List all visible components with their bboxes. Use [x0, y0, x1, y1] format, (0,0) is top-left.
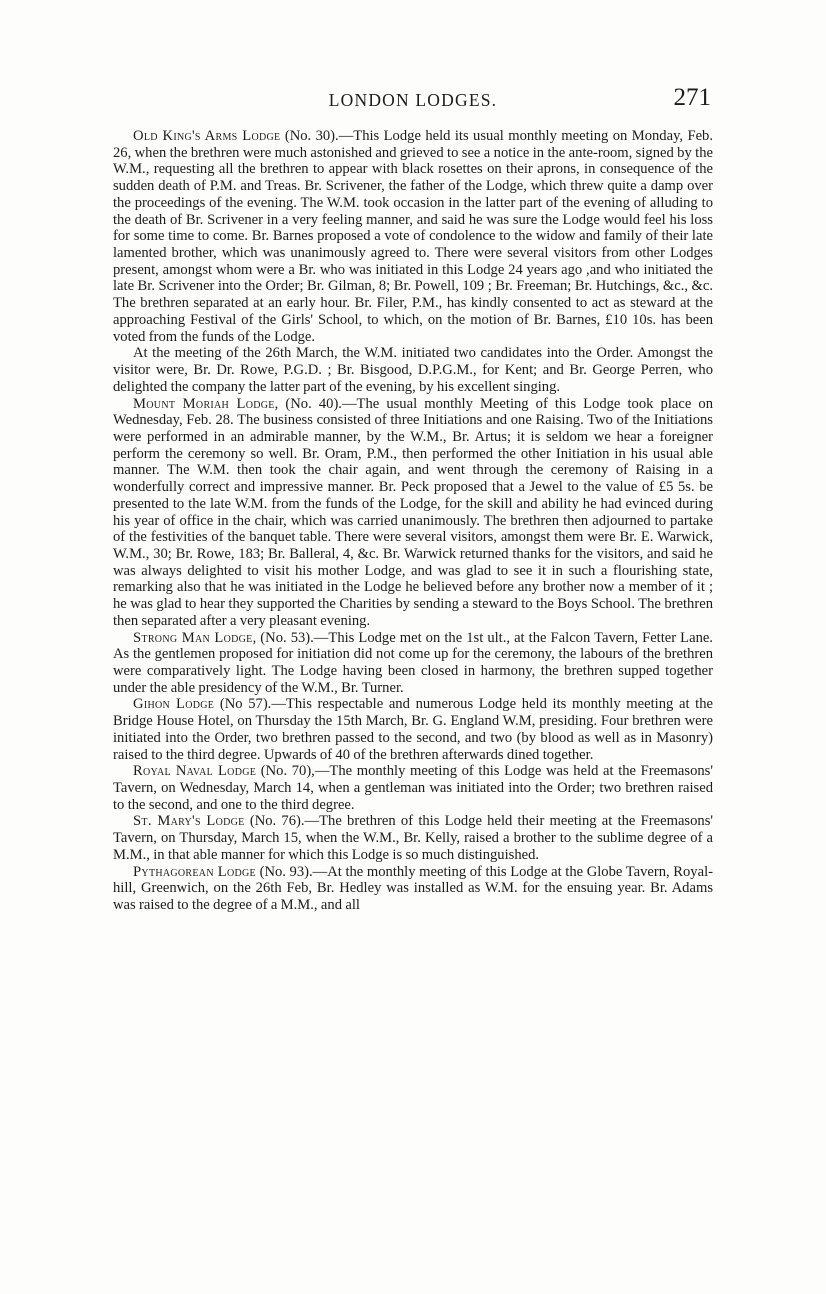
paragraph-text: (No. 30).—This Lodge held its usual monthly meeting on Monday, Feb. 26, when the brethren were much astonished and grieved to see a notice in the ante-room, signed by the W.M., requesting all the brethren to appear with black rosettes on their aprons, in consequence of the sudden death of P.M. and Treas. Br. Scrivener, the father of the Lodge, which threw quite a damp over the proceedings of the evening. The W.M. took occasion in the latter part of the evening of alluding to the death of Br. Scrivener in a very feeling manner, and said he was sure the Lodge would feel his loss for some time to come. Br. Barnes proposed a vote of condolence to the widow and family of their late lamented brother, which was unanimously agreed to. There were several visitors from other Lodges present, amongst whom were a Br. who was initiated in this Lodge 24 years ago ,and who initiated the late Br. Scrivener into the Order; Br. Gilman, 8; Br. Powell, 109 ; Br. Freeman; Br. Hutchings, &c., &c. The brethren separated at an early hour. Br. Filer, P.M., has kindly consented to act as steward at the approaching Festival of the Girls' School, to which, on the motion of Br. Barnes, £10 10s. has been voted from the funds of the Lodge.: [113, 128, 714, 345]
lodge-name: Royal Naval Lodge: [133, 763, 257, 780]
lodge-name: Old King's Arms Lodge: [133, 128, 281, 144]
lodge-name: Strong Man Lodge: [133, 629, 253, 646]
paragraph-st-marys: [113, 813, 713, 863]
paragraph-text: (No 57).—This respectable and numerous Lodge held its monthly meeting at the Bridge House Hotel, on Thursday the 15th March, Br. G. England W.M, presiding. Four brethren were initiated into the Order, two brethren passed to the second, and two (by blood as well as in Masonry) raised to the third degree. Upwards of 40 of the brethren afterwards dined together.: [113, 696, 713, 763]
paragraph-text: At the meeting of the 26th March, the W.M. initiated two candidates into the Order. Amongst the visitor were, Br. Dr. Rowe, P.G.D. ; Br. Bisgood, D.P.G.M., for Kent; and Br. George Perren, who delighted the company the latter part of the evening, by his excellent singing.: [113, 345, 713, 395]
paragraph-text: (No. 76).—The brethren of this Lodge held their meeting at the Freemasons' Tavern, on Thursday, March 15, when the W.M., Br. Kelly, raised a brother to the sublime degree of a M.M., in that able manner for which this Lodge is so much distinguished.: [113, 813, 713, 863]
running-title: LONDON LODGES.: [328, 90, 498, 110]
running-head: [113, 84, 713, 114]
lodge-name: Mount Moriah Lodge: [133, 395, 275, 412]
paragraph-strong-man: [113, 630, 713, 697]
paragraph-text: , (No. 53).—This Lodge met on the 1st ult., at the Falcon Tavern, Fetter Lane. As the gentlemen proposed for initiation did not come up for the ceremony, the labours of the brethren were comparatively light. The Lodge having been closed in harmony, the brethren supped together under the able presidency of the W.M., Br. Turner.: [113, 629, 713, 696]
paragraph-mount-moriah: [113, 396, 713, 630]
paragraph-text: (No. 93).—At the monthly meeting of this Lodge at the Globe Tavern, Royal-hill, Greenwich, on the 26th Feb, Br. Hedley was installed as W.M. for the ensuing year. Br. Adams was raised to the degree of a M.M., and all: [113, 863, 714, 914]
paragraph-text: , (No. 40).—The usual monthly Meeting of this Lodge took place on Wednesday, Feb. 28. The business consisted of three Initiations and one Raising. Two of the Initiations were performed in an admirable manner, by the W.M., Br. Artus; it is seldom we hear a foreigner perform the ceremony so well. Br. Oram, P.M., then performed the other Initiation in his usual able manner. The W.M. then took the chair again, and went through the ceremony of Raising in a wonderfully correct and impressive manner. Br. Peck proposed that a Jewel to the value of £5 5s. be presented to the late W.M. from the funds of the Lodge, for the skill and ability he had evinced during his year of office in the chair, which was carried unanimously. The brethren then adjourned to partake of the festivities of the banquet table. There were several visitors, amongst them were Br. E. Warwick, W.M., 30; Br. Rowe, 183; Br. Balleral, 4, &c. Br. Warwick returned thanks for the visitors, and said he was always delighted to visit his mother Lodge, and was glad to see it in such a flourishing state, remarking also that he was initiated in the Lodge he believed before any brother now a member of it ; he was glad to hear they supported the Charities by sending a steward to the Boys School. The brethren then separated after a very pleasant evening.: [113, 395, 713, 629]
lodge-name: St. Mary's Lodge: [133, 813, 245, 830]
paragraph-old-kings-arms-march: [113, 345, 713, 395]
paragraph-gihon: [113, 696, 713, 763]
article-body: [113, 128, 713, 914]
paragraph-pythagorean: [113, 864, 713, 914]
paragraph-old-kings-arms: [113, 128, 713, 345]
paragraph-royal-naval: [113, 763, 713, 813]
lodge-name: Pythagorean Lodge: [133, 863, 256, 880]
page-number: 271: [673, 84, 711, 111]
paragraph-text: (No. 70),—The monthly meeting of this Lodge was held at the Freemasons' Tavern, on Wednesday, March 14, when a gentleman was initiated into the Order; two brethren raised to the second, and one to the third degree.: [113, 763, 713, 813]
lodge-name: Gihon Lodge: [133, 696, 215, 713]
